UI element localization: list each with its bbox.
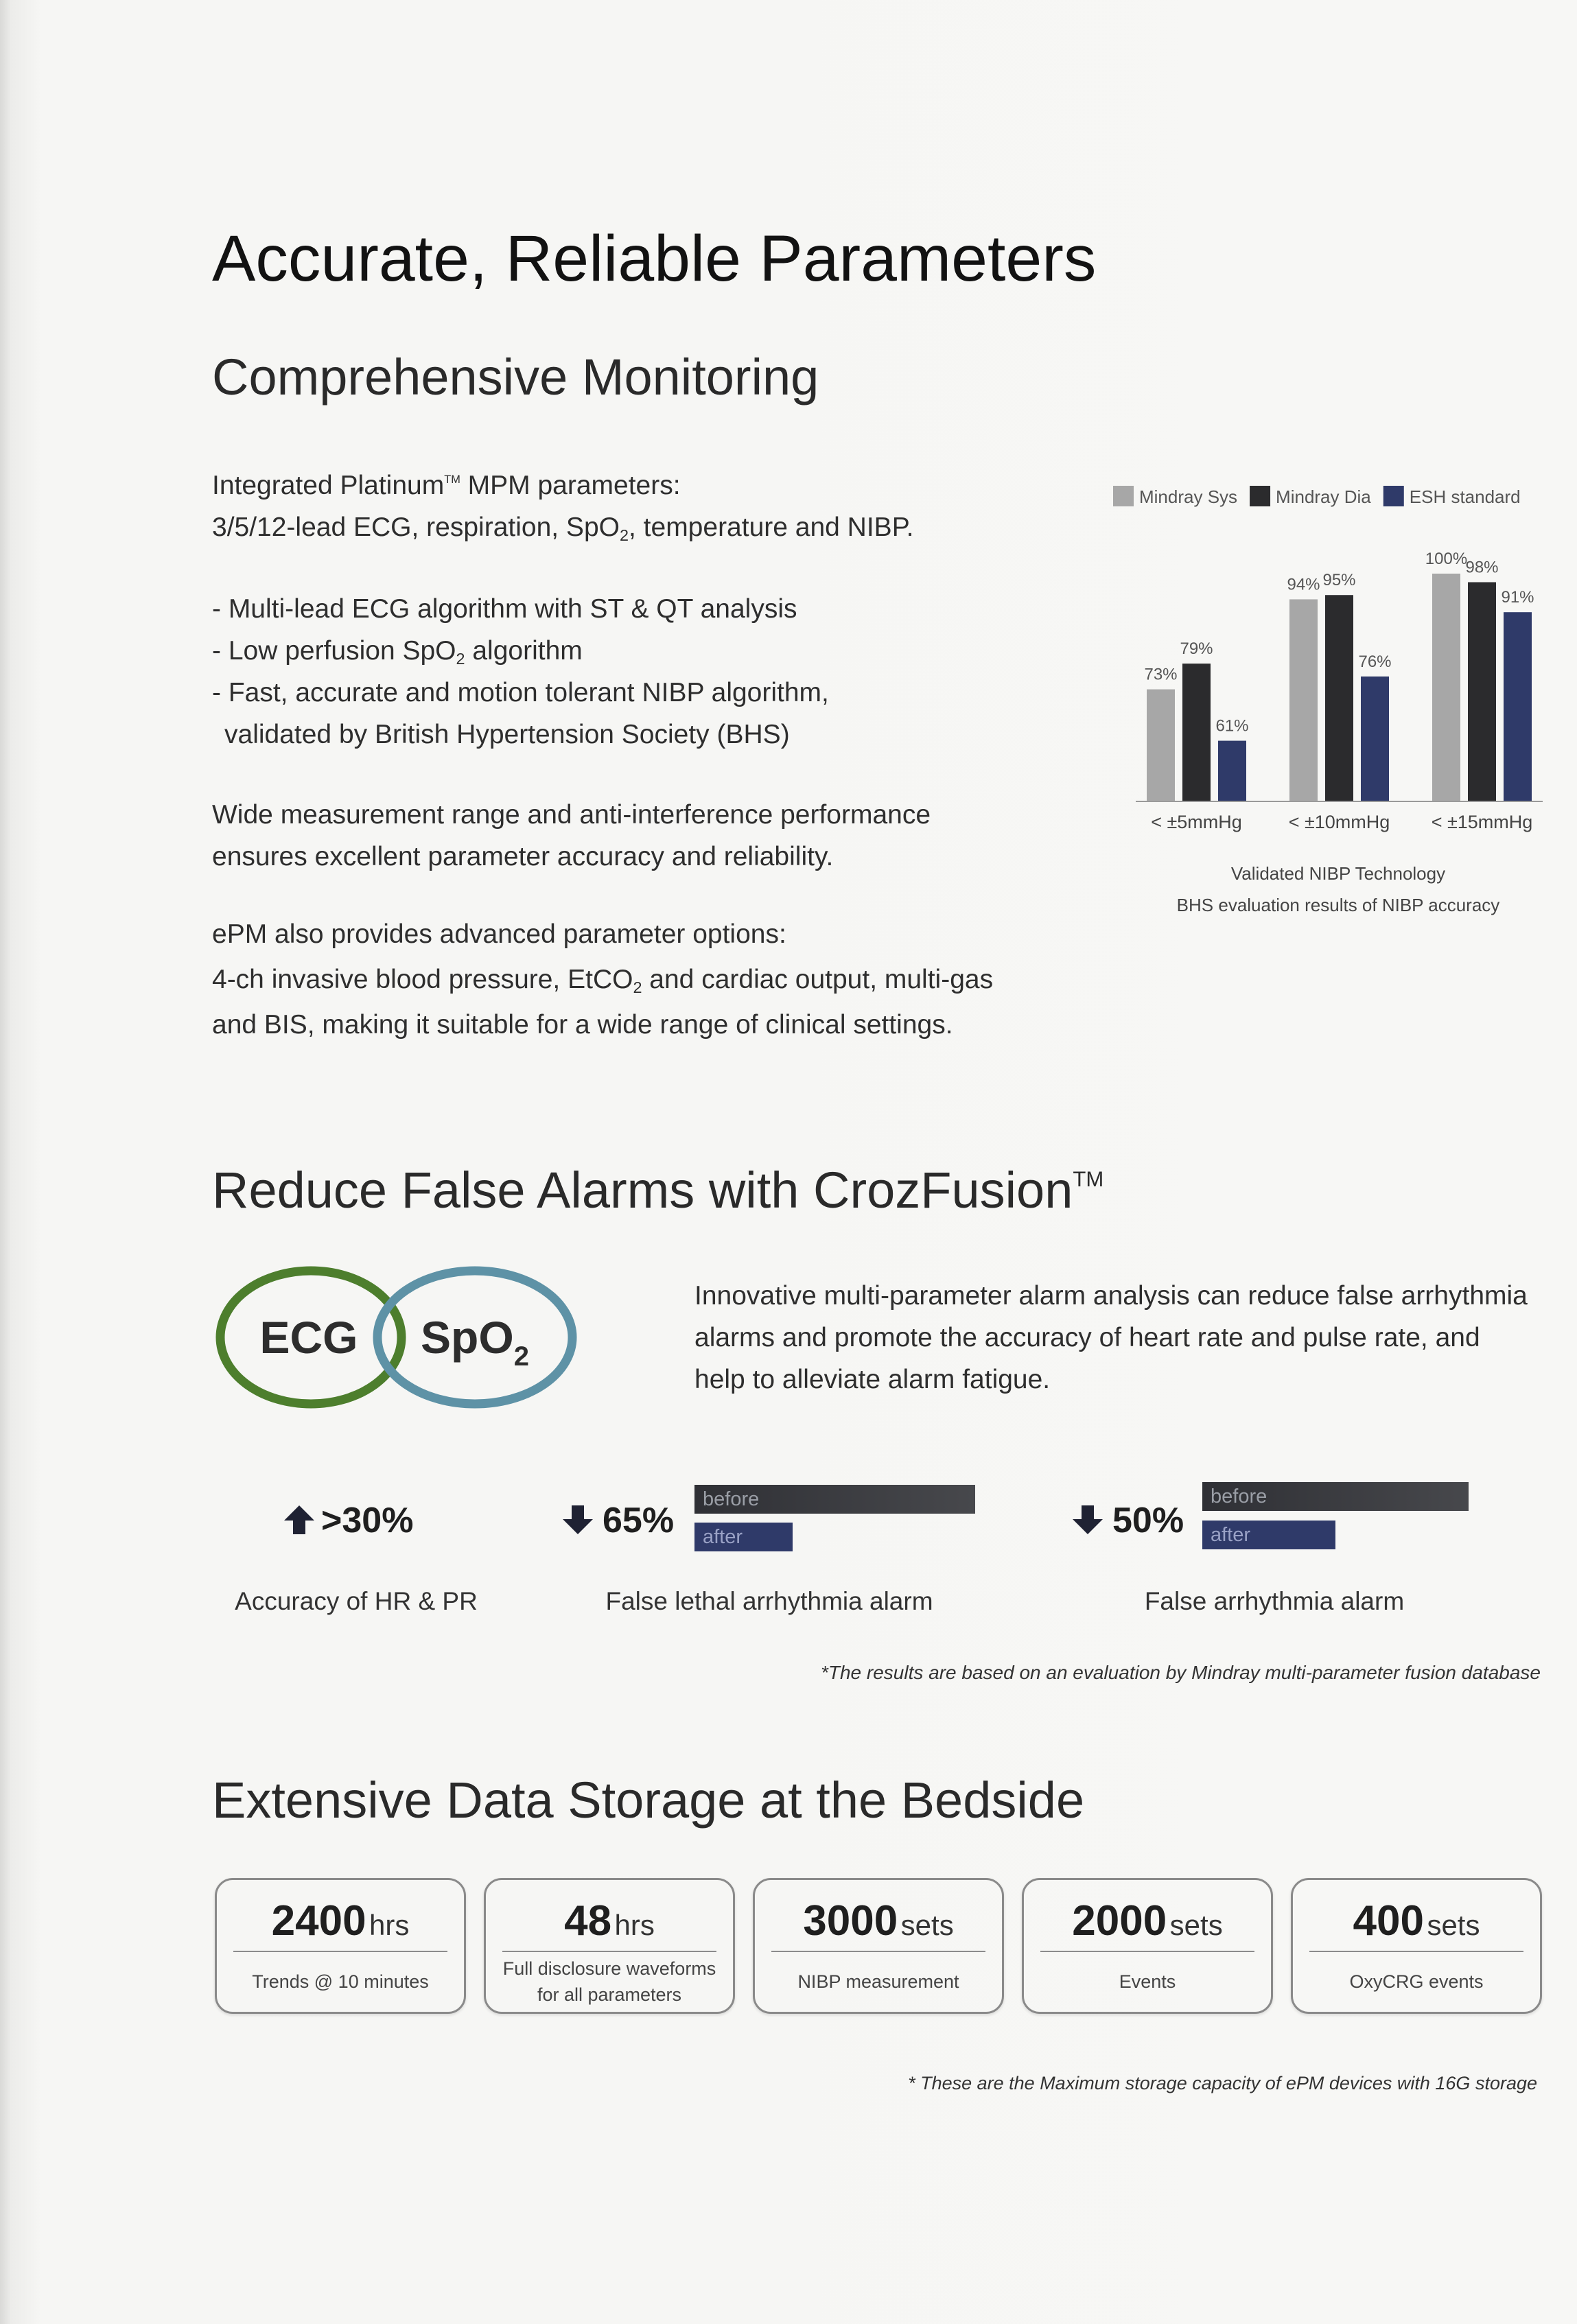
feature-bullets [212,588,829,755]
bar-value-label: 73% [1144,665,1178,684]
crozfusion-footnote: *The results are based on an evaluation by Mindray multi-parameter fusion database [820,1662,1541,1683]
bar [1361,677,1389,801]
text: 4-ch invasive blood pressure, EtCO [212,965,633,994]
bar [1218,741,1246,801]
storage-value [1024,1895,1271,1958]
storage-card-events [1022,1878,1273,2014]
storage-number: 2400 [271,1897,366,1945]
chart-legend [1113,486,1521,507]
storage-value [1293,1895,1540,1958]
paragraph-line: ensures excellent parameter accuracy and reliability. [212,842,834,871]
storage-label [221,1956,460,2008]
params-intro-line [212,465,914,506]
bullet-item: - Fast, accurate and motion tolerant NIBP algorithm, [212,678,829,707]
ecg-spo2-fusion-logo [206,1256,590,1420]
divider [502,1951,716,1952]
subscript: 2 [619,526,629,545]
paragraph-line: alarms and promote the accuracy of heart rate and pulse rate, and [694,1323,1480,1352]
label-line: Full disclosure waveforms [502,1958,716,1979]
subscript: 2 [513,1341,529,1372]
text: SpO [421,1312,514,1363]
storage-label [1028,1956,1267,2008]
storage-number: 48 [564,1897,612,1945]
bar-value-label: 95% [1322,571,1356,590]
paragraph-line: and BIS, making it suitable for a wide range of clinical settings. [212,1010,953,1040]
storage-value [755,1895,1002,1958]
subscript: 2 [633,978,642,997]
label-line: Events [1119,1971,1176,1992]
arrow-down-icon [563,1505,593,1534]
divider [233,1951,447,1952]
storage-unit: hrs [614,1909,655,1941]
bar-value-label: 79% [1180,639,1213,659]
paragraph-line: help to alleviate alarm fatigue. [694,1365,1051,1394]
trademark: TM [444,473,460,486]
subscript: 2 [456,650,465,668]
storage-value [217,1895,464,1958]
chart-caption-line: BHS evaluation results of NIBP accuracy [1176,895,1500,915]
text: - Low perfusion SpO [212,636,456,666]
bar [1182,664,1211,801]
crozfusion-description [694,1275,1528,1400]
legend-label: ESH standard [1409,486,1521,507]
after-bar: after [694,1523,793,1551]
stat-label-lethal-alarm: False lethal arrhythmia alarm [605,1587,933,1615]
text: algorithm [465,636,583,666]
page-title: Accurate, Reliable Parameters [212,222,1097,295]
section-heading-monitoring: Comprehensive Monitoring [212,349,819,406]
paragraph-line: Wide measurement range and anti-interference performance [212,800,931,830]
before-bar: before [694,1485,975,1514]
storage-card-nibp [753,1878,1004,2014]
text: 3/5/12-lead ECG, respiration, SpO [212,513,620,542]
legend-swatch [1113,486,1134,506]
bar-value-label: 91% [1501,588,1534,607]
heading-text: Reduce False Alarms with CrozFusion [212,1162,1073,1219]
bar-value-label: 76% [1358,652,1392,671]
params-list-line [212,506,914,548]
nibp-accuracy-bar-chart [1098,473,1558,940]
arrow-up-icon [284,1505,314,1534]
storage-unit: sets [1169,1909,1223,1941]
storage-number: 2000 [1072,1897,1167,1945]
after-bar: after [1202,1521,1335,1549]
section-heading-storage: Extensive Data Storage at the Bedside [212,1772,1085,1829]
paragraph-line: ePM also provides advanced parameter options: [212,919,786,949]
stat-value-lethal-alarm: 65% [603,1501,675,1540]
bar [1504,612,1532,801]
legend-label: Mindray Sys [1139,486,1238,507]
bar [1468,582,1496,801]
bullet-item [212,630,829,672]
bar [1147,690,1175,801]
bar-value-label: 94% [1287,575,1320,594]
storage-card-waveforms [484,1878,735,2014]
section-heading-crozfusion [212,1160,1103,1221]
ecg-logo-text: ECG [259,1312,358,1363]
text: , temperature and NIBP. [629,513,914,542]
storage-unit: sets [900,1909,954,1941]
text: MPM parameters: [460,471,681,500]
legend-label: Mindray Dia [1276,486,1371,507]
bar-value-label: 98% [1465,558,1499,577]
stat-value-arrhythmia-alarm: 50% [1112,1501,1184,1540]
before-bar: before [1202,1482,1469,1511]
storage-number: 3000 [803,1897,898,1945]
divider [1040,1951,1254,1952]
bullet-item: - Multi-lead ECG algorithm with ST & QT analysis [212,594,797,624]
text: and cardiac output, multi-gas [642,965,994,994]
storage-label [1297,1956,1536,2008]
label-line: NIBP measurement [797,1971,959,1992]
params-block [212,465,914,548]
stat-label-arrhythmia-alarm: False arrhythmia alarm [1144,1587,1405,1615]
stat-value-hr-accuracy: >30% [321,1501,414,1540]
storage-unit: sets [1427,1909,1480,1941]
storage-label [759,1956,998,2008]
x-tick-label: < ±5mmHg [1151,812,1242,832]
storage-card-trends [215,1878,466,2014]
storage-label [490,1956,729,2008]
options-paragraph [212,912,993,1048]
paragraph-line [212,957,993,1002]
storage-value [486,1895,733,1958]
storage-footnote: * These are the Maximum storage capacity of ePM devices with 16G storage [908,2073,1537,2093]
divider [1309,1951,1523,1952]
bar [1325,595,1353,801]
storage-number: 400 [1353,1897,1424,1945]
legend-swatch [1250,486,1270,506]
bar-value-label: 100% [1425,550,1468,568]
storage-card-oxycrg [1291,1878,1542,2014]
label-line: Trends @ 10 minutes [252,1971,429,1992]
arrow-down-icon [1073,1505,1103,1534]
stat-label-hr-accuracy: Accuracy of HR & PR [235,1587,478,1615]
spo2-logo-text [421,1312,529,1372]
text: Integrated Platinum [212,471,445,500]
storage-unit: hrs [369,1909,410,1941]
chart-caption [1177,863,1500,915]
bar-value-label: 61% [1215,716,1249,736]
chart-x-axis [1136,801,1543,832]
legend-swatch [1383,486,1404,506]
chart-caption-line: Validated NIBP Technology [1230,863,1446,884]
chart-bars [1144,550,1534,801]
x-tick-label: < ±15mmHg [1431,812,1533,832]
divider [771,1951,985,1952]
bar [1432,574,1460,801]
bullet-item-continuation: validated by British Hypertension Society (BHS) [224,720,790,749]
trademark: TM [1073,1166,1104,1191]
label-line: for all parameters [537,1984,682,2005]
range-paragraph [212,794,931,878]
x-tick-label: < ±10mmHg [1288,812,1390,832]
label-line: OxyCRG events [1349,1971,1484,1992]
paragraph-line: Innovative multi-parameter alarm analysis can reduce false arrhythmia [694,1281,1528,1311]
bar [1289,599,1318,801]
